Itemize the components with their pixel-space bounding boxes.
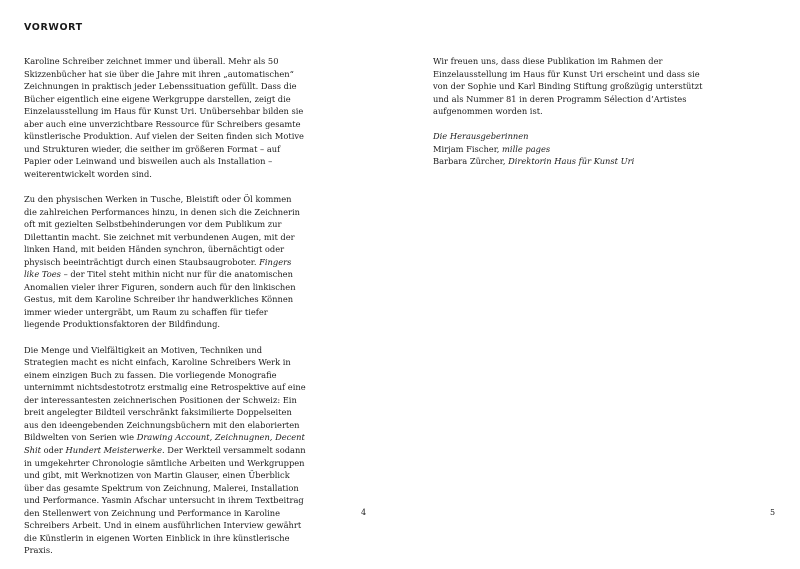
series-titles: Drawing Account, Zeichnugnen, Decent Shit <box>24 432 305 455</box>
editor-2-role: Direktorin Haus für Kunst Uri <box>508 156 635 167</box>
signoff-label: Die Herausgeberinnen <box>433 131 529 142</box>
paragraph-2-text-b: – der Titel steht mithin nicht nur für die anatomischen Anomalien vieler ihrer Figuren, sondern auch für den linkischen Gestus, mit dem Karoline Schreiber ihr handwerkliches Können immer wieder untergräbt, um Raum zu schaffen für tiefer liegende Produktionsfaktoren der Bildfindung. <box>24 269 296 330</box>
page-number-left: 4 <box>361 508 367 517</box>
series-title-hundert-meisterwerke: Hundert Meisterwerke <box>65 444 163 455</box>
right-page <box>400 0 800 533</box>
editor-2-name: Barbara Zürcher, <box>433 156 509 167</box>
left-page <box>0 0 400 556</box>
closing-paragraph: Wir freuen uns, dass diese Publikation im Rahmen der Einzelausstellung im Haus für Kunst Uri erscheint und dass sie von der Sophie und Karl Binding Stiftung großzügig unterstützt und als Nummer 81 in deren Programm Sélection d’Artistes aufgenommen worden ist. <box>433 56 703 117</box>
paragraph-3-or: oder <box>41 444 66 455</box>
editor-1-role: mille pages <box>502 143 551 154</box>
section-heading: VORWORT <box>24 22 83 33</box>
paragraph-3-text-b: . Der Werkteil versammelt sodann in umgekehrter Chronologie sämtliche Arbeiten und Werkgruppen und gibt, mit Werknotizen von Martin Glauser, einen Überblick über das gesamte Spektrum von Zeichnung, Malerei, Installation und Performance. Yasmin Afschar untersucht in ihrem Textbeitrag den Stellenwert von Zeichnung und Performance in Karoline Schreibers Arbeit. Und in einem ausführlichen Interview gewährt die Künstlerin in eigenen Worten Einblick in ihre künstlerische Praxis. <box>24 444 306 556</box>
paragraph-2-text-a: Zu den physischen Werken in Tusche, Bleistift oder Öl kommen die zahlreichen Performances hinzu, in denen sich die Zeichnerin oft mit gezielten Selbstbehinderungen vor dem Publikum zur Dilettantin macht. Sie zeichnet mit verbundenen Augen, mit der linken Hand, mit beiden Händen synchron, übernächtigt oder physisch beeinträchtigt durch einen Staubsaugroboter. <box>24 194 300 267</box>
page-number-right: 5 <box>770 508 776 517</box>
editor-1 <box>433 143 715 156</box>
signoff-block <box>433 130 715 168</box>
editor-1-name: Mirjam Fischer, <box>433 143 503 154</box>
paragraph-3-text-a: Die Menge und Vielfältigkeit an Motiven, Techniken und Strategien macht es nicht einfach, Karoline Schreibers Werk in einem einzigen Buch zu fassen. Die vorliegende Monografie unternimmt nichtsdestotrotz erstmalig eine Retrospektive auf eine der interessantesten zeichnerischen Positionen der Schweiz: Ein breit angelegter Bildteil verschränkt faksimilierte Doppelseiten aus den ideengebenden Zeichnungsbüchern mit den elaborierten Bildwelten von Serien wie <box>24 344 306 443</box>
paragraph-1: Karoline Schreiber zeichnet immer und überall. Mehr als 50 Skizzenbücher hat sie über die Jahre mit ihren „automatischen“ Zeichnungen in praktisch jeder Lebenssituation gefüllt. Dass die Bücher eigentlich eine eigene Werkgruppe darstellen, zeigt die Einzelausstellung im Haus für Kunst Uri. Unübersehbar bilden sie aber auch eine unverzichtbare Ressource für Schreibers gesamte künstlerische Produktion. Auf vielen der Seiten finden sich Motive und Strukturen wieder, die seither im größeren Format – auf Papier oder Leinwand und bisweilen auch als Installation – weiterentwickelt worden sind. <box>24 56 304 179</box>
editor-2 <box>433 155 715 168</box>
paragraph-2 <box>24 193 306 331</box>
right-text-column <box>433 55 715 168</box>
paragraph-3 <box>24 344 306 557</box>
work-title-fingers-like-toes: Fingers like Toes <box>24 256 292 280</box>
left-text-column <box>24 55 306 569</box>
